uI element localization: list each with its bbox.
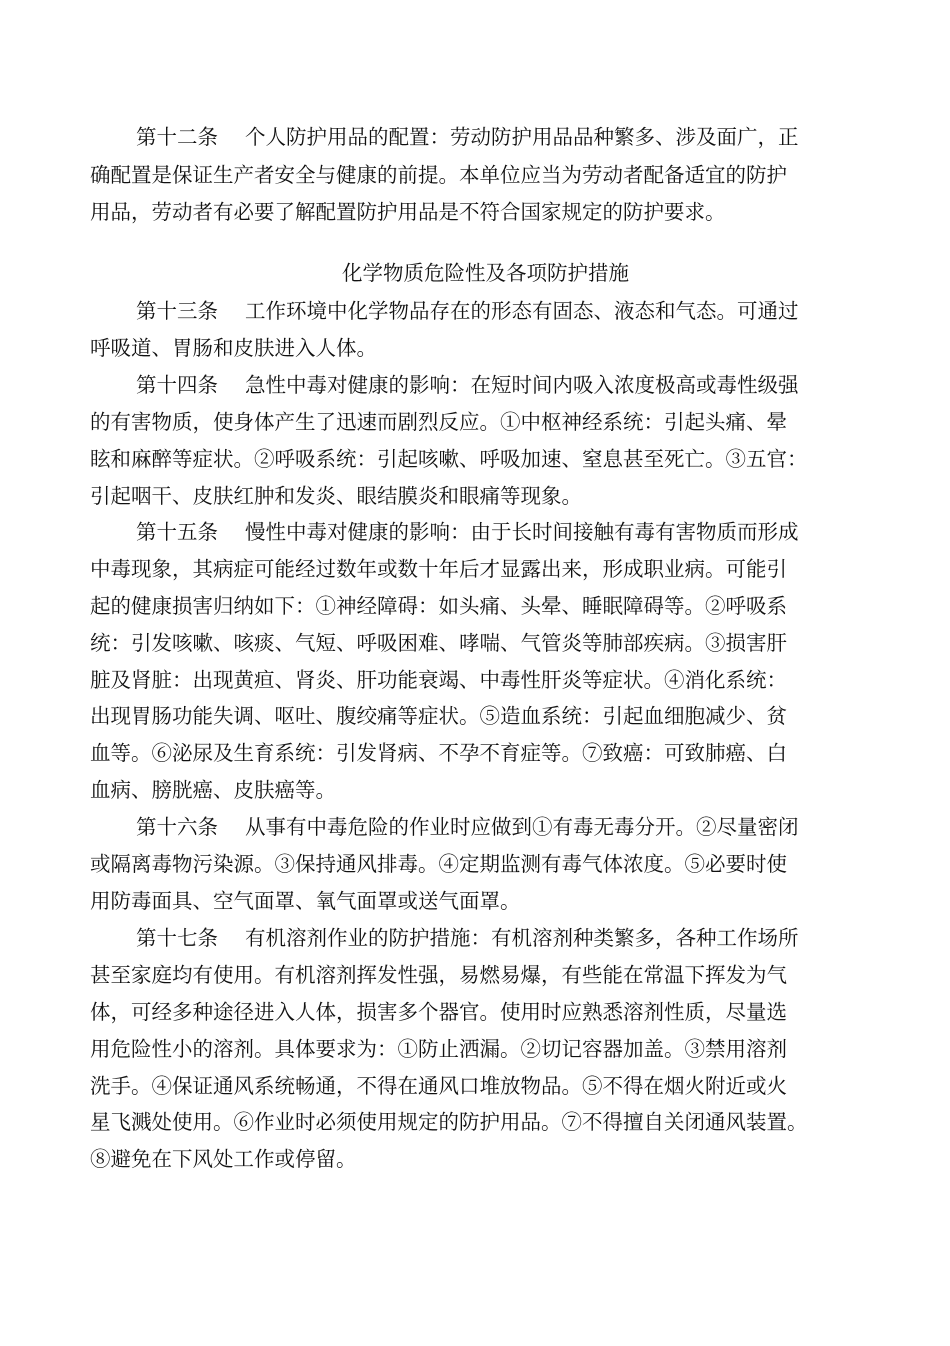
article-15-line-1: 第十五条 慢性中毒对健康的影响：由于长时间接触有毒有害物质而形成	[136, 520, 799, 544]
article-17-line-7: ⑧避免在下风处工作或停留。	[90, 1147, 357, 1171]
article-12-line-3: 用品，劳动者有必要了解配置防护用品是不符合国家规定的防护要求。	[90, 200, 726, 224]
article-16-line-2: 或隔离毒物污染源。③保持通风排毒。④定期监测有毒气体浓度。⑤必要时使	[90, 852, 787, 876]
article-17-line-6: 星飞溅处使用。⑥作业时必须使用规定的防护用品。⑦不得擅自关闭通风装置。	[90, 1110, 808, 1134]
article-14-line-4: 引起咽干、皮肤红肿和发炎、眼结膜炎和眼痛等现象。	[90, 484, 582, 508]
article-14-line-2: 的有害物质，使身体产生了迅速而剧烈反应。①中枢神经系统：引起头痛、晕	[90, 410, 787, 434]
article-15-line-3: 起的健康损害归纳如下：①神经障碍：如头痛、头晕、睡眠障碍等。②呼吸系	[90, 594, 787, 618]
article-12-line-2: 确配置是保证生产者安全与健康的前提。本单位应当为劳动者配备适宜的防护	[90, 163, 787, 187]
article-12-line-1: 第十二条 个人防护用品的配置：劳动防护用品品种繁多、涉及面广，正	[136, 125, 799, 149]
article-13-line-2: 呼吸道、胃肠和皮肤进入人体。	[90, 336, 377, 360]
article-15-line-8: 血病、膀胱癌、皮肤癌等。	[90, 778, 336, 802]
article-13-line-1: 第十三条 工作环境中化学物品存在的形态有固态、液态和气态。可通过	[136, 299, 799, 323]
article-16-line-1: 第十六条 从事有中毒危险的作业时应做到①有毒无毒分开。②尽量密闭	[136, 815, 799, 839]
article-17-line-2: 甚至家庭均有使用。有机溶剂挥发性强，易燃易爆，有些能在常温下挥发为气	[90, 963, 787, 987]
article-14-line-3: 眩和麻醉等症状。②呼吸系统：引起咳嗽、呼吸加速、窒息甚至死亡。③五官：	[90, 447, 808, 471]
article-15-line-5: 脏及肾脏：出现黄疸、肾炎、肝功能衰竭、中毒性肝炎等症状。④消化系统：	[90, 668, 787, 692]
article-14-line-1: 第十四条 急性中毒对健康的影响：在短时间内吸入浓度极高或毒性级强	[136, 373, 799, 397]
section-heading: 化学物质危险性及各项防护措施	[342, 261, 629, 285]
article-17-line-1: 第十七条 有机溶剂作业的防护措施：有机溶剂种类繁多，各种工作场所	[136, 926, 799, 950]
article-15-line-7: 血等。⑥泌尿及生育系统：引发肾病、不孕不育症等。⑦致癌：可致肺癌、白	[90, 741, 787, 765]
article-16-line-3: 用防毒面具、空气面罩、氧气面罩或送气面罩。	[90, 889, 521, 913]
article-17-line-5: 洗手。④保证通风系统畅通，不得在通风口堆放物品。⑤不得在烟火附近或火	[90, 1074, 787, 1098]
article-17-line-3: 体，可经多种途径进入人体，损害多个器官。使用时应熟悉溶剂性质，尽量选	[90, 1000, 787, 1024]
article-15-line-4: 统：引发咳嗽、咳痰、气短、呼吸困难、哮喘、气管炎等肺部疾病。③损害肝	[90, 631, 787, 655]
article-15-line-6: 出现胃肠功能失调、呕吐、腹绞痛等症状。⑤造血系统：引起血细胞减少、贫	[90, 704, 787, 728]
article-15-line-2: 中毒现象，其病症可能经过数年或数十年后才显露出来，形成职业病。可能引	[90, 557, 787, 581]
article-17-line-4: 用危险性小的溶剂。具体要求为：①防止洒漏。②切记容器加盖。③禁用溶剂	[90, 1037, 787, 1061]
